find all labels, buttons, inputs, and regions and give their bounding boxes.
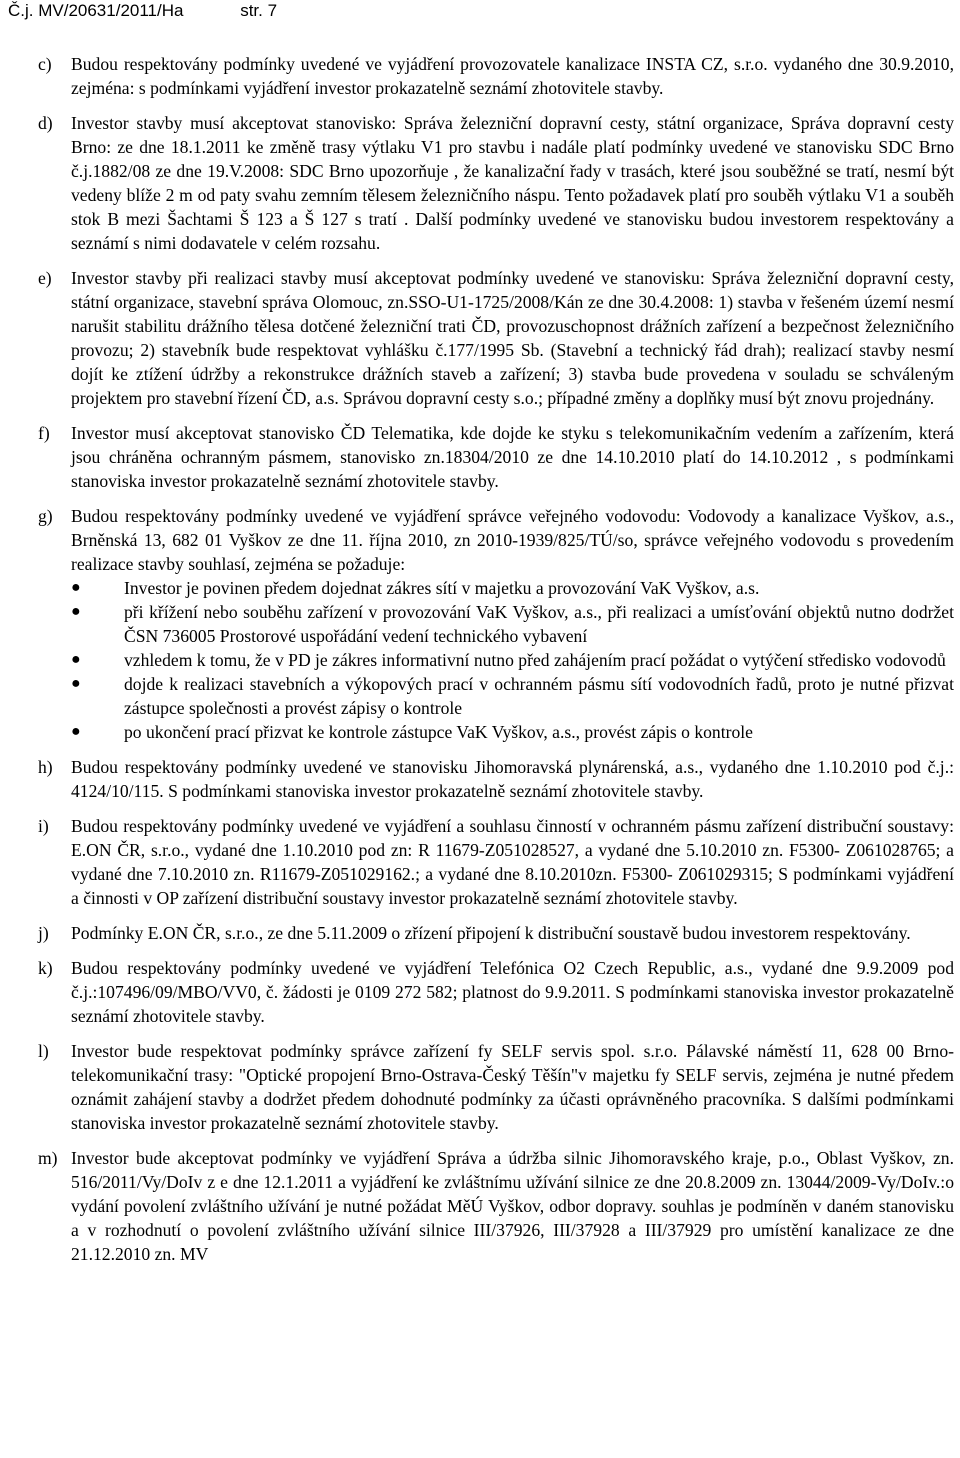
bullet-icon: ● [71, 579, 81, 596]
item-text: Budou respektovány podmínky uvedené ve vyjádření provozovatele kanalizace INSTA CZ, s.r.o. vydaného dne 30.9.2010, zejména: s podmínkami vyjádření investor prokazatelně seznámí zhotovitele stavby. [71, 54, 954, 98]
condition-h [38, 755, 954, 803]
condition-c [38, 52, 954, 100]
bullet-icon: ● [71, 675, 81, 692]
item-marker: l) [38, 1041, 49, 1061]
page-header [8, 0, 277, 22]
item-text: Investor bude akceptovat podmínky ve vyjádření Správa a údržba silnic Jihomoravského kraje, p.o., Oblast Vyškov, zn. 516/2011/Vy/DoIv z e dne 12.1.2011 a vyjádření ke zvláštnímu užívání silnice ze dne 20.8.2009 zn. 13044/2009-Vy/DoIv.:o vydání povolení zvláštního užívání je nutné požádat MěÚ Vyškov, odbor dopravy. souhlas je podmíněn v daném stanovisku a v rozhodnutí o povolení zvláštního užívání silnice III/37926, III/37928 a III/37929 pro umístění kanalizace ze dne 21.12.2010 zn. MV [71, 1148, 954, 1264]
condition-g [38, 504, 954, 744]
item-text: Budou respektovány podmínky uvedené ve vyjádření správce veřejného vodovodu: Vodovody a kanalizace Vyškov, a.s., Brněnská 13, 682 01 Vyškov ze dne 11. října 2010, zn 2010-1939/825/TÚ/so, správce veřejného vodovodu s provedením realizace stavby souhlasí, zejména se požaduje: [71, 506, 954, 574]
item-marker: e) [38, 268, 52, 288]
item-marker: d) [38, 113, 53, 133]
item-text: Investor bude respektovat podmínky správce zařízení fy SELF servis spol. s.r.o. Pálavské náměstí 11, 628 00 Brno- telekomunikační trasy: "Optické propojení Brno-Ostrava-Český Těšín"v majetku fy SELF servis, zejména je nutné předem oznámit zahájení stavby a dodržet předem dohodnuté podmínky za účasti oprávněného pracovníka. S dalšími podmínkami stanoviska investor prokazatelně seznámí zhotovitele stavby. [71, 1041, 954, 1133]
bullet-text: při křížení nebo souběhu zařízení v provozování VaK Vyškov, a.s., při realizaci a umísťování objektů nutno dodržet ČSN 736005 Prostorové uspořádání vedení technického vybavení [124, 602, 954, 646]
condition-j [38, 921, 954, 945]
bullet-text: dojde k realizaci stavebních a výkopových prací v ochranném pásmu sítí vodovodních řadů, proto je nutné přizvat zástupce společnosti a provést zápisy o kontrole [124, 674, 954, 718]
condition-m [38, 1146, 954, 1266]
item-text: Investor stavby musí akceptovat stanovisko: Správa železniční dopravní cesty, státní organizace, Správa dopravní cesty Brno: ze dne 18.1.2011 ke změně trasy výtlaku V1 pro stavbu i nadále platí podmínky uvedené ve stanovisku SDC Brno č.j.1882/08 ze dne 19.V.2008: SDC Brno upozorňuje , že kanalizační řady v trasách, které jsou souběžné se tratí, nesmí být vedeny blíže 2 m od paty svahu zemním tělesem železničního náspu. Tento požadavek platí pro souběh výtlaku V1 a souběh stok B mezi Šachtami Š 123 a Š 127 s tratí . Další podmínky uvedené ve stanovisku budou investorem respektovány a seznámí s nimi dodavatele v celém rozsahu. [71, 113, 954, 253]
bullet-item [71, 576, 954, 600]
item-marker: m) [38, 1148, 58, 1168]
item-text: Podmínky E.ON ČR, s.r.o., ze dne 5.11.2009 o zřízení připojení k distribuční soustavě budou investorem respektovány. [71, 923, 911, 943]
item-marker: i) [38, 816, 49, 836]
condition-f [38, 421, 954, 493]
item-marker: g) [38, 506, 53, 526]
condition-i [38, 814, 954, 910]
item-marker: f) [38, 423, 50, 443]
bullet-icon: ● [71, 651, 81, 668]
item-text: Investor musí akceptovat stanovisko ČD Telematika, kde dojde ke styku s telekomunikačním vedením a zařízením, která jsou chráněna ochranným pásmem, stanovisko zn.18304/2010 ze dne 14.10.2010 platí do 14.10.2012 , s podmínkami stanoviska investor prokazatelně seznámí zhotovitele stavby. [71, 423, 954, 491]
bullet-text: po ukončení prací přizvat ke kontrole zástupce VaK Vyškov, a.s., provést zápis o kontrole [124, 722, 753, 742]
bullet-item [71, 720, 954, 744]
page-number: str. 7 [240, 1, 278, 20]
bullet-list [71, 576, 954, 744]
condition-d [38, 111, 954, 255]
bullet-text: Investor je povinen předem dojednat zákres sítí v majetku a provozování VaK Vyškov, a.s. [124, 578, 760, 598]
item-marker: j) [38, 923, 49, 943]
item-text: Budou respektovány podmínky uvedené ve vyjádření a souhlasu činností v ochranném pásmu zařízení distribuční soustavy: E.ON ČR, s.r.o., vydané dne 1.10.2010 pod zn: R 11679-Z051028527, a vydané dne 5.10.2010 zn. F5300- Z061028765; a vydané dne 7.10.2010 zn. R11679-Z051029162.; a vydané dne 8.10.2010zn. F5300- Z061029315; S podmínkami vyjádření a činnosti v OP zařízení distribuční soustavy investor prokazatelně seznámí zhotovitele stavby. [71, 816, 954, 908]
conditions-list [38, 52, 954, 1277]
item-body [71, 504, 954, 744]
bullet-text: vzhledem k tomu, že v PD je zákres informativní nutno před zahájením prací požádat o vytýčení středisko vodovodů [124, 650, 946, 670]
bullet-icon: ● [71, 723, 81, 740]
item-marker: c) [38, 54, 52, 74]
item-text: Budou respektovány podmínky uvedené ve stanovisku Jihomoravská plynárenská, a.s., vydaného dne 1.10.2010 pod č.j.: 4124/10/115. S podmínkami stanoviska investor prokazatelně seznámí zhotovitele stavby. [71, 757, 954, 801]
bullet-item [71, 672, 954, 720]
condition-k [38, 956, 954, 1028]
reference-number: Č.j. MV/20631/2011/Ha [8, 1, 184, 20]
bullet-icon: ● [71, 603, 81, 620]
item-marker: k) [38, 958, 53, 978]
condition-l [38, 1039, 954, 1135]
item-text: Budou respektovány podmínky uvedené ve vyjádření Telefónica O2 Czech Republic, a.s., vydané dne 9.9.2009 pod č.j.:107496/09/MBO/VV0, č. žádosti je 0109 272 582; platnost do 9.9.2011. S podmínkami stanoviska investor prokazatelně seznámí zhotovitele stavby. [71, 958, 954, 1026]
bullet-item [71, 648, 954, 672]
item-text: Investor stavby při realizaci stavby musí akceptovat podmínky uvedené ve stanovisku: Správa železniční dopravní cesty, státní organizace, stavební správa Olomouc, zn.SSO-U1-1725/2008/Kán ze dne 30.4.2008: 1) stavba v řešeném území nesmí narušit stabilitu drážního tělesa dotčené železniční trati ČD, provozuschopnost drážních zařízení a bezpečnost železničního provozu; 2) stavebník bude respektovat vyhlášku č.177/1995 Sb. (Stavební a technický řád drah); realizací stavby nesmí dojít ke ztížení údržby a rekonstrukce drážních staveb a zařízení; 3) stavba bude provedena v souladu se schváleným projektem pro stavební řízení ČD, a.s. Správou dopravní cesty s.o.; případné změny a doplňky musí být znovu projednány. [71, 268, 954, 408]
item-marker: h) [38, 757, 53, 777]
bullet-item [71, 600, 954, 648]
condition-e [38, 266, 954, 410]
